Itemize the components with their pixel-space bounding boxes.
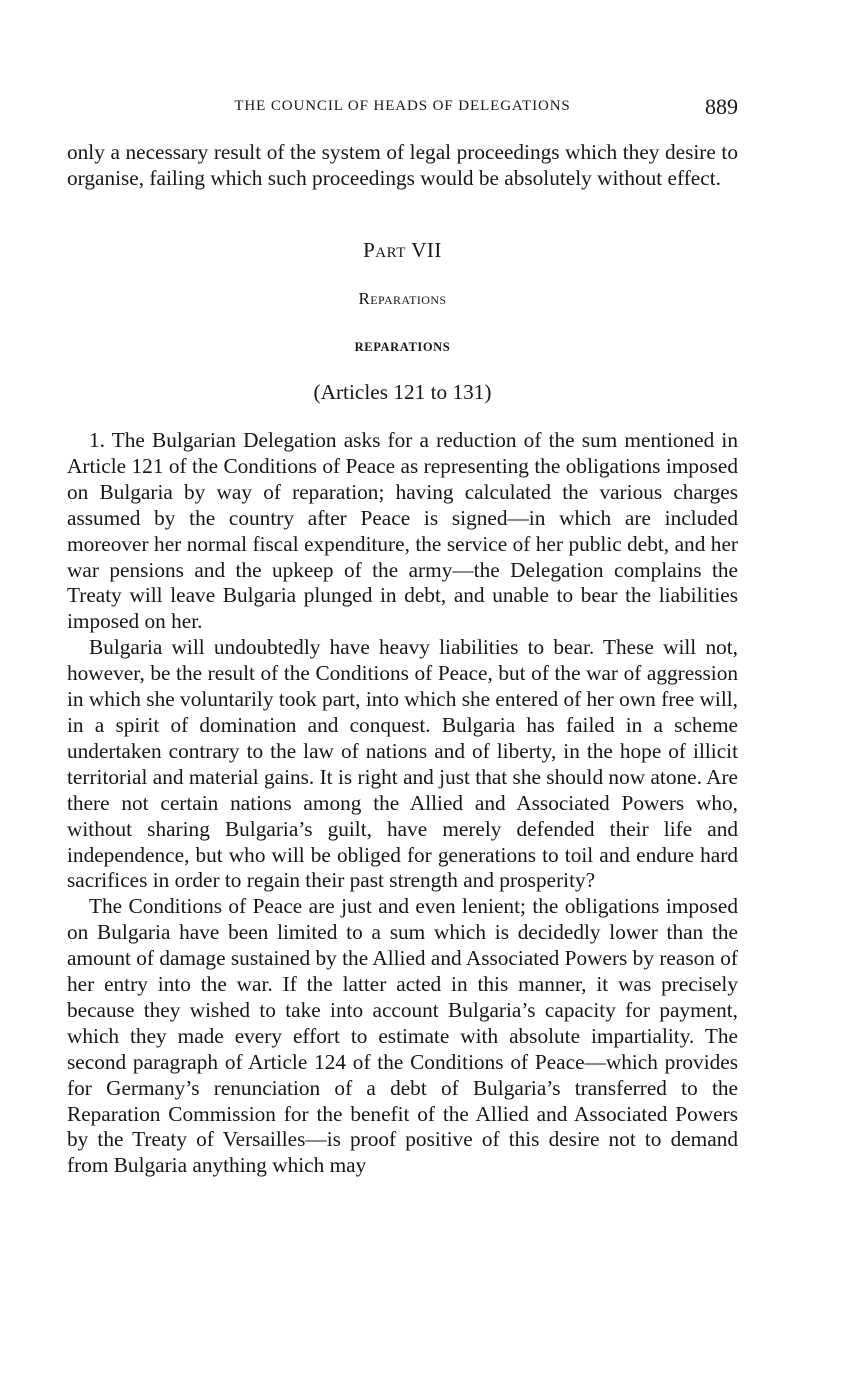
section-title: Reparations <box>358 289 447 308</box>
page-number: 889 <box>705 94 738 119</box>
articles-reference: (Articles 121 to 131) <box>313 380 492 404</box>
main-body <box>67 428 738 1179</box>
lead-paragraph-block <box>67 140 738 192</box>
lead-paragraph: only a necessary result of the system of legal proceedings which they desire to organise, failing which such proceedings would be absolutely without effect. <box>67 140 738 190</box>
subsection-title: REPARATIONS <box>354 340 451 354</box>
paragraph: Bulgaria will undoubtedly have heavy liabilities to bear. These will not, however, be the result of the Conditions of Peace, but of the war of aggression in which she voluntarily took part, into which she entered of her own free will, in a spirit of domination and conquest. Bulgaria has failed in a scheme undertaken contrary to the law of nations and of liberty, in the hope of illicit territorial and material gains. It is right and just that she should now atone. Are there not certain nations among the Allied and Associated Powers who, without sharing Bulgaria’s guilt, have merely defended their life and independence, but who will be obliged for generations to toil and endure hard sacrifices in order to regain their past strength and prosperity? <box>67 635 738 893</box>
paragraph: 1. The Bulgarian Delegation asks for a reduction of the sum mentioned in Article 121 of the Conditions of Peace as representing the obligations imposed on Bulgaria by way of reparation; having calculated the various charges assumed by the country after Peace is signed—in which are included moreover her normal fiscal expenditure, the service of her public debt, and her war pensions and the upkeep of the army—the Delegation complains the Treaty will leave Bulgaria plunged in debt, and unable to bear the liabilities imposed on her. <box>67 428 738 634</box>
running-title: THE COUNCIL OF HEADS OF DELEGATIONS <box>234 98 571 114</box>
running-header <box>67 94 738 120</box>
paragraph: The Conditions of Peace are just and even lenient; the obligations imposed on Bulgaria have been limited to a sum which is decidedly lower than the amount of damage sustained by the Allied and Associated Powers by reason of her entry into the war. If the latter acted in this manner, it was precisely because they wished to take into account Bulgaria’s capacity for payment, which they made every effort to estimate with absolute impartiality. The second paragraph of Article 124 of the Conditions of Peace—which provides for Germany’s renunciation of a debt of Bulgaria’s transferred to the Reparation Commission for the benefit of the Allied and Associated Powers by the Treaty of Versailles—is proof positive of this desire not to demand from Bulgaria anything which may <box>67 894 738 1178</box>
part-title: Part VII <box>363 238 442 262</box>
